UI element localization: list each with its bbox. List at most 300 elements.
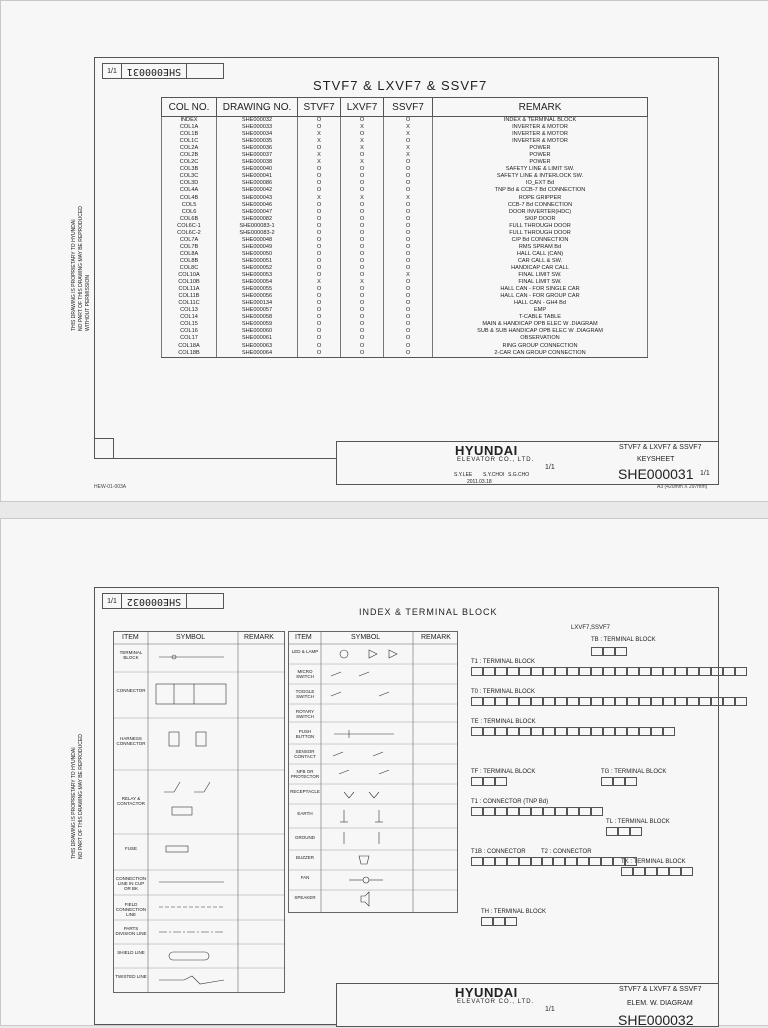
table-cell: SHE000055	[217, 286, 298, 293]
table-cell: SHE000037	[217, 152, 298, 159]
table-cell: O	[341, 202, 384, 209]
table-cell: O	[298, 209, 341, 216]
table-cell: O	[341, 131, 384, 138]
table-cell: O	[341, 286, 384, 293]
table-cell: O	[384, 321, 433, 328]
table-cell: SHE000053	[217, 272, 298, 279]
table-cell: POWER	[433, 145, 648, 152]
table-cell: O	[298, 335, 341, 342]
table-cell: O	[298, 251, 341, 258]
table-cell: O	[341, 237, 384, 244]
table-cell: SHE000134	[217, 300, 298, 307]
table-row	[162, 187, 648, 194]
terminal-block-label: T1B : CONNECTOR	[471, 849, 526, 855]
table-cell: O	[384, 314, 433, 321]
sheet-count: 1/1	[700, 470, 710, 477]
table-cell: SAFETY LINE & INTERLOCK SW.	[433, 173, 648, 180]
terminal-grid	[471, 697, 747, 706]
table-cell: SHE000051	[217, 258, 298, 265]
column-header: LXVF7	[341, 98, 384, 117]
table-cell: O	[298, 244, 341, 251]
table-cell: SHE000064	[217, 350, 298, 358]
legend-item-label: SPEAKER	[294, 895, 316, 900]
table-cell: X	[298, 279, 341, 286]
table-row	[162, 223, 648, 230]
table-cell: O	[384, 187, 433, 194]
table-cell: INDEX	[162, 117, 217, 125]
table-cell: O	[384, 138, 433, 145]
terminal-grid	[471, 857, 543, 866]
table-cell: O	[384, 265, 433, 272]
table-row	[162, 216, 648, 223]
approved-value: STVF7 & LXVF7 & SSVF7	[619, 986, 702, 993]
table-cell: TNP Bd & CCB-7 Bd CONNECTION	[433, 187, 648, 194]
table-cell: COL4B	[162, 195, 217, 202]
sheet-number: SHE000032	[126, 595, 182, 607]
table-cell: SHE000032	[217, 117, 298, 125]
legend-item-label: RELAY & CONTACTOR	[116, 796, 146, 806]
sheet-number-box	[102, 593, 224, 609]
table-cell: COL16	[162, 328, 217, 335]
terminal-grid	[481, 917, 517, 926]
table-cell: O	[341, 265, 384, 272]
legend-item-label: PUSH BUTTON	[295, 729, 315, 739]
table-cell: O	[298, 343, 341, 350]
table-cell: SHE000046	[217, 202, 298, 209]
table-cell: O	[298, 265, 341, 272]
table-cell: COL2A	[162, 145, 217, 152]
table-row	[162, 173, 648, 180]
table-cell: COL11C	[162, 300, 217, 307]
table-row	[162, 117, 648, 125]
legend-item-label: TOGGLE SWITCH	[295, 689, 315, 699]
table-cell: COL5	[162, 202, 217, 209]
table-cell: HALL CAN - GH4 Bd	[433, 300, 648, 307]
table-cell: X	[298, 138, 341, 145]
table-row	[162, 145, 648, 152]
table-cell: O	[341, 216, 384, 223]
table-cell: MAIN & HANDICAP OPB ELEC W .DIAGRAM	[433, 321, 648, 328]
table-cell: SAFETY LINE & LIMIT SW.	[433, 166, 648, 173]
terminal-block-label: TF : TERMINAL BLOCK	[471, 769, 536, 775]
table-cell: COL3B	[162, 166, 217, 173]
sheet-index: 1/1	[103, 64, 122, 78]
drawing-number: SHE000032	[618, 1012, 694, 1028]
table-cell: O	[298, 117, 341, 125]
table-row	[162, 152, 648, 159]
table-cell: O	[298, 187, 341, 194]
table-cell: COL3C	[162, 173, 217, 180]
legend-item-label: CONNECTOR	[116, 688, 146, 693]
table-cell: O	[384, 230, 433, 237]
company-name: ELEVATOR CO., LTD.	[457, 457, 535, 463]
legend-item-label: BUZZER	[296, 855, 314, 860]
table-cell: CAR CALL & SW.	[433, 258, 648, 265]
table-row	[162, 244, 648, 251]
table-cell: X	[384, 195, 433, 202]
terminal-grid	[621, 867, 693, 876]
table-cell: COL6C-1	[162, 223, 217, 230]
table-cell: O	[341, 166, 384, 173]
table-cell: CCB-7 Bd CONNECTION	[433, 202, 648, 209]
table-cell: O	[384, 202, 433, 209]
table-cell: O	[384, 307, 433, 314]
table-cell: SHE000041	[217, 173, 298, 180]
table-row	[162, 237, 648, 244]
table-cell: O	[298, 216, 341, 223]
table-cell: O	[298, 300, 341, 307]
table-cell: O	[341, 307, 384, 314]
table-body	[162, 117, 648, 358]
table-cell: O	[341, 244, 384, 251]
paper-size: A3 (420mm X 297mm)	[657, 484, 708, 490]
table-cell: O	[341, 187, 384, 194]
legend-item-label: LED & LAMP	[291, 649, 319, 654]
table-cell: FULL THROUGH DOOR	[433, 230, 648, 237]
table-cell: O	[341, 350, 384, 358]
terminal-grid	[591, 647, 627, 656]
table-cell: O	[384, 117, 433, 125]
table-cell: X	[341, 195, 384, 202]
table-row	[162, 272, 648, 279]
table-row	[162, 195, 648, 202]
table-cell: SHE000059	[217, 321, 298, 328]
table-cell: X	[298, 152, 341, 159]
table-cell: FINAL LIMIT SW.	[433, 272, 648, 279]
title-block: HYUNDAI ELEVATOR CO., LTD. S.Y.LEE S.Y.CHOI S.G.CHO 2011.03.18 1/1 STVF7 & LXVF7 & SSVF7 KEYSHEET SHE000031 1/1	[336, 441, 719, 485]
symbol-legend-right: ITEM SYMBOL REMARK LED & LAMP MICRO SWITCH TOGGLE SWITCH ROTARY SWITCH PUSH BUTTON SENSOR CONTACT NFB OR PROTECTOR RECEPTACLE EARTH GROUND BUZZER FAN SPEAKER	[288, 631, 458, 913]
table-cell: O	[341, 272, 384, 279]
table-cell: O	[298, 124, 341, 131]
table-row	[162, 335, 648, 342]
table-cell: COL10B	[162, 279, 217, 286]
column-header: STVF7	[298, 98, 341, 117]
table-cell: O	[298, 258, 341, 265]
table-row	[162, 258, 648, 265]
table-cell: IO_EXT Bd	[433, 180, 648, 187]
table-cell: SHE000056	[217, 293, 298, 300]
table-cell: FULL THROUGH DOOR	[433, 223, 648, 230]
table-cell: HALL CALL (CAN)	[433, 251, 648, 258]
table-cell: X	[384, 152, 433, 159]
sheet-number-box	[102, 63, 224, 79]
revision-strip	[94, 438, 114, 459]
table-cell: COL11B	[162, 293, 217, 300]
table-cell: DOOR INVERTER(HDC)	[433, 209, 648, 216]
table-row	[162, 293, 648, 300]
legend-item-label: TERMINAL BLOCK	[119, 650, 143, 660]
table-cell: C/P Bd CONNECTION	[433, 237, 648, 244]
table-cell: O	[341, 173, 384, 180]
table-cell: SUB & SUB HANDICAP OPB ELEC W .DIAGRAM	[433, 328, 648, 335]
terminal-block-label: T0 : TERMINAL BLOCK	[471, 689, 536, 695]
table-cell: X	[298, 131, 341, 138]
table-header-row	[162, 98, 648, 117]
table-cell: X	[341, 159, 384, 166]
table-row	[162, 159, 648, 166]
terminal-block-area	[461, 619, 711, 979]
table-cell: X	[384, 272, 433, 279]
table-cell: INDEX & TERMINAL BLOCK	[433, 117, 648, 125]
table-cell: COL2B	[162, 152, 217, 159]
table-cell: O	[298, 350, 341, 358]
table-cell: O	[298, 180, 341, 187]
table-cell: SHE000083-2	[217, 230, 298, 237]
table-cell: O	[341, 300, 384, 307]
table-cell: COL18B	[162, 350, 217, 358]
drawing-index-table	[161, 97, 648, 358]
table-cell: X	[341, 138, 384, 145]
terminal-grid	[471, 667, 747, 676]
table-cell: POWER	[433, 152, 648, 159]
table-cell: SHE000057	[217, 307, 298, 314]
table-cell: COL18A	[162, 343, 217, 350]
table-cell: O	[341, 343, 384, 350]
company-logo: HYUNDAI	[455, 443, 518, 458]
table-cell: O	[298, 230, 341, 237]
table-cell: COL6	[162, 209, 217, 216]
table-cell: O	[298, 202, 341, 209]
terminal-block-label: TL : TERMINAL BLOCK	[606, 819, 670, 825]
legend-item-label: GROUND	[295, 835, 315, 840]
legend-item-label: FUSE	[124, 846, 137, 851]
table-cell: O	[384, 237, 433, 244]
table-cell: O	[341, 328, 384, 335]
legend-item-label: ROTARY SWITCH	[295, 709, 315, 719]
document-code: HEW-01-003A	[94, 484, 127, 490]
table-cell: SHE000082	[217, 216, 298, 223]
column-header: REMARK	[433, 98, 648, 117]
table-cell: SHE000035	[217, 138, 298, 145]
table-cell: O	[341, 321, 384, 328]
table-cell: SHE000036	[217, 145, 298, 152]
approved-value: STVF7 & LXVF7 & SSVF7	[619, 444, 702, 451]
table-row	[162, 230, 648, 237]
table-cell: O	[384, 258, 433, 265]
table-cell: COL10A	[162, 272, 217, 279]
legend-item-label: EARTH	[297, 811, 313, 816]
table-cell: X	[298, 195, 341, 202]
table-cell: O	[384, 173, 433, 180]
table-cell: SHE000043	[217, 195, 298, 202]
table-cell: O	[384, 216, 433, 223]
table-cell: COL7B	[162, 244, 217, 251]
legend-grid	[289, 632, 457, 912]
table-cell: O	[298, 307, 341, 314]
table-cell: COL15	[162, 321, 217, 328]
table-cell: O	[341, 251, 384, 258]
table-cell: COL8B	[162, 258, 217, 265]
table-row	[162, 286, 648, 293]
table-row	[162, 124, 648, 131]
table-cell: SHE000060	[217, 328, 298, 335]
table-cell: O	[298, 166, 341, 173]
title-value: KEYSHEET	[637, 456, 675, 463]
table-row	[162, 131, 648, 138]
legend-item-label: FAN	[300, 875, 310, 880]
table-cell: SHE000048	[217, 237, 298, 244]
table-cell: SHE000054	[217, 279, 298, 286]
table-cell: SHE000033	[217, 124, 298, 131]
table-cell: RMS SPRAM Bd	[433, 244, 648, 251]
table-cell: POWER	[433, 159, 648, 166]
table-row	[162, 166, 648, 173]
table-row	[162, 328, 648, 335]
terminal-block-label: T1 : TERMINAL BLOCK	[471, 659, 536, 665]
drawing-sheet-keysheet: 1/1 SHE000031 STVF7 & LXVF7 & SSVF7 COL NO. DRAWING NO. STVF7 LXVF7 SSVF7 REMARK INDEX SHE000032 O O O INDEX & TERMINAL BLOCK COL1A SHE000033 O X X INVERTER & MOTOR COL1B SHE000034 X O X INVERTER & MOTOR COL1C SHE000035 X X O INVERTER & MOTOR COL2A SHE000036 O X X POWER COL2B SHE000037 X O X POWER COL2C SHE000038 X X O POWER COL3B SHE000040 O O O SAFETY LINE & LIMIT SW. COL3C SHE000041 O O O SAFETY LINE & INTERLOCK SW. COL3D SHE000086 O O O IO_EXT Bd COL4A SHE000042 O O O TNP Bd & CCB-7 Bd CONNECTION COL4B SHE000043 X X X ROPE GRIPPER COL5 SHE000046 O O O CCB-7 Bd CONNECTION COL6 SHE000047 O O O DOOR INVERTER(HDC) COL6B SHE000082 O O O SKIP DOOR COL6C-1 SHE000083-1 O O O FULL THROUGH DOOR COL6C-2 SHE000083-2 O O O FULL THROUGH DOOR COL7A SHE000048 O O O C/P Bd CONNECTION COL7B SHE000049 O O O RMS SPRAM Bd COL8A SHE000050 O O O HALL CALL (CAN) COL8B SHE000051 O O O CAR CALL & SW. COL8C SHE000052 O O O HANDICAP CAR CALL COL10A SHE000053 O O X FINAL LIMIT SW. COL10B SHE000054 X X O FINAL LIMIT SW. COL11A SHE000055 O O O HALL CAN - FOR SINGLE CAR COL11B SHE000056 O O O HALL CAN - FOR GROUP CAR COL11C SHE000134 O O O HALL CAN - GH4 Bd COL13 SHE000057 O O O EMP COL14 SHE000058 O O O T-CABLE TABLE COL15 SHE000059 O O O MAIN & HANDICAP OPB ELEC W .DIAGRAM COL16 SHE000060 O O O SUB & SUB HANDICAP OPB ELEC W .DIAGRAM COL17 SHE000061 O O O OBSERVATION COL18A SHE000063 O O O RING GROUP CONNECTION COL18B SHE000064 O O O 2-CAR CAN GROUP CONNECTION THIS DRAWING IS PROPRIETARY TO HYUNDAI NO PART OF THIS DRAWING MAY BE REPRODUCED WITHOUT PERMISSION HYUNDAI ELEVATOR CO., LTD. S.Y.LEE S.Y.CHOI S.G.CHO 2011.03.18 1/1 STVF7 & LXVF7 & SSVF7 KEYSHEET SHE000031 1/1 HEW-01-003A A3 (420mm X 297mm)	[0, 0, 768, 502]
table-cell: COL13	[162, 307, 217, 314]
table-cell: COL1A	[162, 124, 217, 131]
table-cell: COL8C	[162, 265, 217, 272]
table-cell: COL6C-2	[162, 230, 217, 237]
table-cell: O	[298, 237, 341, 244]
table-row	[162, 307, 648, 314]
legend-item-label: MICRO SWITCH	[296, 669, 314, 679]
table-cell: O	[384, 343, 433, 350]
terminal-block-label: TK : TERMINAL BLOCK	[621, 859, 686, 865]
table-cell: 2-CAR CAN GROUP CONNECTION	[433, 350, 648, 358]
table-cell: X	[384, 131, 433, 138]
table-cell: COL4A	[162, 187, 217, 194]
table-cell: ROPE GRIPPER	[433, 195, 648, 202]
table-cell: SHE000047	[217, 209, 298, 216]
table-row	[162, 300, 648, 307]
legend-item-label: SHIELD LINE	[117, 950, 145, 955]
table-cell: O	[341, 314, 384, 321]
table-cell: O	[384, 166, 433, 173]
table-cell: SHE000052	[217, 265, 298, 272]
table-cell: O	[384, 300, 433, 307]
terminal-grid	[471, 807, 603, 816]
company-logo: HYUNDAI	[455, 985, 518, 1000]
table-cell: EMP	[433, 307, 648, 314]
table-cell: SHE000058	[217, 314, 298, 321]
table-cell: OBSERVATION	[433, 335, 648, 342]
table-cell: COL1B	[162, 131, 217, 138]
terminal-grid	[541, 857, 637, 866]
table-row	[162, 138, 648, 145]
page-title: STVF7 & LXVF7 & SSVF7	[313, 78, 488, 93]
table-cell: O	[298, 286, 341, 293]
table-cell: O	[298, 145, 341, 152]
legend-item-label: TWISTED LINE	[115, 974, 147, 979]
table-cell: SHE000049	[217, 244, 298, 251]
table-cell: O	[341, 117, 384, 125]
company-name: ELEVATOR CO., LTD.	[457, 999, 535, 1005]
title-value: ELEM. W. DIAGRAM	[627, 1000, 693, 1007]
table-row	[162, 350, 648, 358]
terminal-grid	[601, 777, 637, 786]
terminal-grid	[471, 727, 675, 736]
table-cell: COL2C	[162, 159, 217, 166]
table-cell: O	[341, 293, 384, 300]
sheet-number: SHE000031	[126, 65, 182, 77]
column-header: DRAWING NO.	[217, 98, 298, 117]
table-cell: O	[341, 335, 384, 342]
table-cell: O	[298, 321, 341, 328]
table-cell: O	[341, 258, 384, 265]
table-cell: COL11A	[162, 286, 217, 293]
table-cell: O	[298, 173, 341, 180]
page-title: INDEX & TERMINAL BLOCK	[359, 607, 498, 617]
table-cell: X	[384, 124, 433, 131]
table-cell: COL3D	[162, 180, 217, 187]
table-cell: SHE000050	[217, 251, 298, 258]
table-cell: O	[384, 328, 433, 335]
table-cell: X	[384, 145, 433, 152]
table-cell: INVERTER & MOTOR	[433, 138, 648, 145]
table-cell: COL7A	[162, 237, 217, 244]
table-cell: SKIP DOOR	[433, 216, 648, 223]
symbol-legend-left: ITEM SYMBOL REMARK TERMINAL BLOCK CONNECTOR HARNESS CONNECTOR RELAY & CONTACTOR FUSE CONNECTION LINE IN CUP OR BK FIELD CONNECTION LINE PARTS DIVISION LINE SHIELD LINE TWISTED LINE	[113, 631, 285, 993]
table-row	[162, 321, 648, 328]
table-row	[162, 251, 648, 258]
table-row	[162, 265, 648, 272]
column-header: SSVF7	[384, 98, 433, 117]
table-cell: SHE000034	[217, 131, 298, 138]
table-cell: COL6B	[162, 216, 217, 223]
legend-item-label: CONNECTION LINE IN CUP OR BK	[115, 876, 147, 891]
terminal-grid	[471, 777, 507, 786]
column-header: COL NO.	[162, 98, 217, 117]
table-cell: HALL CAN - FOR GROUP CAR	[433, 293, 648, 300]
terminal-grid	[606, 827, 642, 836]
table-cell: INVERTER & MOTOR	[433, 124, 648, 131]
terminal-block-label: LXVF7,SSVF7	[571, 625, 611, 631]
table-cell: O	[298, 223, 341, 230]
table-cell: O	[341, 180, 384, 187]
terminal-block-label: TB : TERMINAL BLOCK	[591, 637, 656, 643]
table-cell: O	[384, 180, 433, 187]
legend-item-label: NFB OR PROTECTOR	[290, 769, 320, 779]
table-cell: O	[341, 209, 384, 216]
drawing-sheet-index: 1/1 SHE000032 INDEX & TERMINAL BLOCK ITEM SYMBOL REMARK TERMINAL BLOCK CONNECTOR HARNESS CONNECTOR RELAY & CONTACTOR FUSE CONNECTION LINE IN CUP OR BK FIELD CONNECTION LINE PARTS DIVISION LINE SHIELD LINE TWISTED LINE ITEM SYMBOL REMARK LED & LAMP MICRO SWITCH TOGGLE SWITCH ROTARY SWITCH PUSH BUTTON SENSOR CONTACT NFB OR PROTECTOR RECEPTACLE EARTH GROUND BUZZER FAN SPEAKER LXVF7,SSVF7 TB : TERMINAL BLOCK T1 : TERMINAL BLOCK T0 : TERMINAL BLOCK TE : TERMINAL BLOCK TF : TERMINAL BLOCK TG : TERMINAL BLOCK T1 : CONNECTOR (TNP Bd) TL : TERMINAL BLOCK T1B : CONNECTOR T2 : CONNECTOR TK : TERMINAL BLOCK TH : TERMINAL BLOCK THIS DRAWING IS PROPRIETARY TO HYUNDAI NO PART OF THIS DRAWING MAY BE REPRODUCED HYUNDAI ELEVATOR CO., LTD. 1/1 STVF7 & LXVF7 & SSVF7 ELEM. W. DIAGRAM SHE000032	[0, 518, 768, 1026]
table-cell: HALL CAN - FOR SINGLE CAR	[433, 286, 648, 293]
table-row	[162, 343, 648, 350]
table-cell: FINAL LIMIT SW.	[433, 279, 648, 286]
table-cell: O	[298, 293, 341, 300]
table-cell: SHE000061	[217, 335, 298, 342]
legend-grid	[114, 632, 284, 992]
table-cell: O	[384, 350, 433, 358]
table-cell: RING GROUP CONNECTION	[433, 343, 648, 350]
table-cell: O	[341, 223, 384, 230]
table-cell: O	[384, 159, 433, 166]
table-cell: SHE000086	[217, 180, 298, 187]
drawing-number: SHE000031	[618, 466, 694, 482]
table-cell: SHE000063	[217, 343, 298, 350]
table-cell: HANDICAP CAR CALL	[433, 265, 648, 272]
table-cell: O	[298, 328, 341, 335]
table-cell: X	[341, 124, 384, 131]
table-cell: SHE000042	[217, 187, 298, 194]
table-cell: INVERTER & MOTOR	[433, 131, 648, 138]
terminal-block-label: TG : TERMINAL BLOCK	[601, 769, 667, 775]
table-cell: O	[384, 244, 433, 251]
terminal-block-label: T1 : CONNECTOR (TNP Bd)	[471, 799, 549, 805]
table-row	[162, 180, 648, 187]
terminal-block-label: TE : TERMINAL BLOCK	[471, 719, 536, 725]
table-cell: O	[384, 223, 433, 230]
table-row	[162, 209, 648, 216]
table-cell: O	[341, 230, 384, 237]
table-cell: O	[384, 286, 433, 293]
table-cell: O	[341, 152, 384, 159]
legend-item-label: RECEPTACLE	[290, 789, 320, 794]
table-cell: X	[298, 159, 341, 166]
table-cell: X	[341, 279, 384, 286]
table-cell: COL14	[162, 314, 217, 321]
